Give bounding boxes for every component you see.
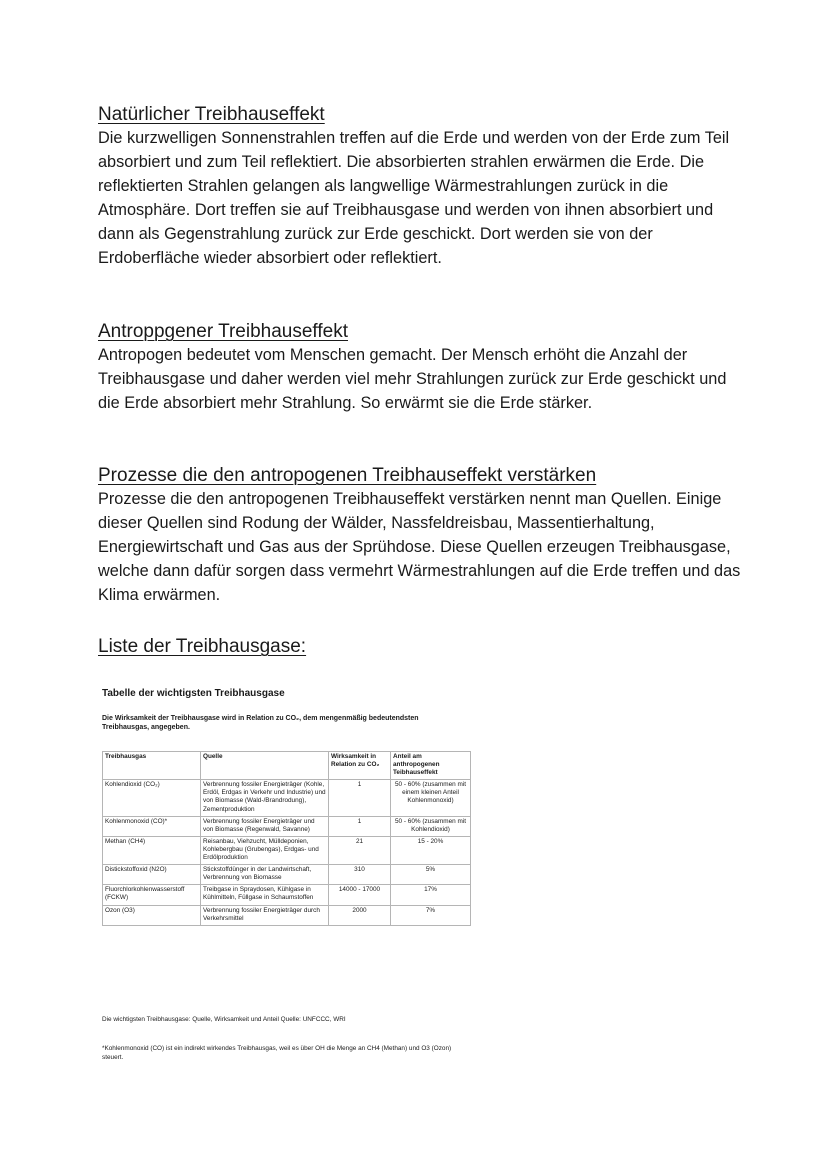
section-paragraph: Antropogen bedeutet vom Menschen gemacht. Der Mensch erhöht die Anzahl der Treibhausgase und daher werden viel mehr Strahlungen zurück zur Erde geschickt und die Erde absorbiert mehr Strahlung. So erwärmt sie die Erde stärker. <box>98 346 727 412</box>
section-amplifying-processes <box>98 464 748 607</box>
cell-effectiveness: 21 <box>329 836 391 864</box>
figure-footnote: *Kohlenmonoxid (CO) ist ein indirekt wirkendes Treibhausgas, weil es über OH die Menge an CH4 (Methan) und O3 (Ozon) steuert. <box>102 1045 452 1061</box>
column-header-effectiveness: Wirksamkeit in Relation zu CO₂ <box>329 752 391 780</box>
figure-title: Tabelle der wichtigsten Treibhausgase <box>102 688 285 699</box>
cell-share: 50 - 60% (zusammen mit Kohlendioxid) <box>391 816 471 836</box>
table-row <box>103 780 471 816</box>
section-natural-greenhouse-effect <box>98 103 738 270</box>
column-header-gas: Treibhausgas <box>103 752 201 780</box>
cell-source: Verbrennung fossiler Energieträger durch Verkehrsmittel <box>201 905 329 925</box>
cell-source: Stickstoffdünger in der Landwirtschaft, Verbrennung von Biomasse <box>201 865 329 885</box>
section-heading: Liste der Treibhausgase: <box>98 636 307 657</box>
section-greenhouse-gas-list <box>98 635 738 658</box>
cell-share: 17% <box>391 885 471 905</box>
column-header-share: Anteil am anthropogenen Teibhauseffekt <box>391 752 471 780</box>
table-header-row <box>103 752 471 780</box>
cell-source: Verbrennung fossiler Energieträger und von Biomasse (Regenwald, Savanne) <box>201 816 329 836</box>
greenhouse-gas-table <box>102 751 471 926</box>
table-row <box>103 816 471 836</box>
table-row <box>103 836 471 864</box>
section-anthropogenic-greenhouse-effect <box>98 320 738 415</box>
cell-effectiveness: 14000 - 17000 <box>329 885 391 905</box>
figure-caption: Die wichtigsten Treibhausgase: Quelle, Wirksamkeit und Anteil Quelle: UNFCCC, WRI <box>102 1016 346 1024</box>
cell-share: 7% <box>391 905 471 925</box>
section-heading: Prozesse die den antropogenen Treibhauseffekt verstärken <box>98 465 597 486</box>
cell-gas: Kohlendioxid (CO₂) <box>103 780 201 816</box>
cell-gas: Ozon (O3) <box>103 905 201 925</box>
cell-effectiveness: 2000 <box>329 905 391 925</box>
section-heading: Antroppgener Treibhauseffekt <box>98 321 348 342</box>
cell-source: Reisanbau, Viehzucht, Mülldeponien, Kohlebergbau (Grubengas), Erdgas- und Erdölproduktion <box>201 836 329 864</box>
cell-effectiveness: 310 <box>329 865 391 885</box>
section-paragraph: Die kurzwelligen Sonnenstrahlen treffen auf die Erde und werden von der Erde zum Teil absorbiert und zum Teil reflektiert. Die absorbierten strahlen erwärmen die Erde. Die reflektierten Strahlen gelangen als langwellige Wärmestrahlungen zurück in die Atmosphäre. Dort treffen sie auf Treibhausgase und werden von ihnen absorbiert und dann als Gegenstrahlung zurück zur Erde geschickt. Dort werden sie von der Erdoberfläche wieder absorbiert oder reflektiert. <box>98 129 730 267</box>
cell-share: 50 - 60% (zusammen mit einem kleinen Anteil Kohlenmonoxid) <box>391 780 471 816</box>
cell-gas: Fluorchlorkohlenwasserstoff (FCKW) <box>103 885 201 905</box>
column-header-source: Quelle <box>201 752 329 780</box>
table-row <box>103 885 471 905</box>
cell-gas: Kohlenmonoxid (CO)* <box>103 816 201 836</box>
cell-gas: Distickstoffoxid (N2O) <box>103 865 201 885</box>
cell-gas: Methan (CH4) <box>103 836 201 864</box>
cell-effectiveness: 1 <box>329 780 391 816</box>
cell-source: Treibgase in Spraydosen, Kühlgase in Kühlmitteln, Füllgase in Schaumstoffen <box>201 885 329 905</box>
greenhouse-gas-figure <box>102 688 482 1061</box>
table-row <box>103 905 471 925</box>
cell-source: Verbrennung fossiler Energieträger (Kohle, Erdöl, Erdgas in Verkehr und Industrie) und von Biomasse (Wald-/Brandrodung), Zementproduktion <box>201 780 329 816</box>
table-row <box>103 865 471 885</box>
cell-effectiveness: 1 <box>329 816 391 836</box>
section-paragraph: Prozesse die den antropogenen Treibhauseffekt verstärken nennt man Quellen. Einige dieser Quellen sind Rodung der Wälder, Nassfeldreisbau, Massentierhaltung, Energiewirtschaft und Gas aus der Sprühdose. Diese Quellen erzeugen Treibhausgase, welche dann dafür sorgen dass vermehrt Wärmestrahlungen auf die Erde treffen und das Klima erwärmen. <box>98 490 741 604</box>
cell-share: 15 - 20% <box>391 836 471 864</box>
section-heading: Natürlicher Treibhauseffekt <box>98 104 325 125</box>
figure-subtitle: Die Wirksamkeit der Treibhausgase wird in Relation zu CO₂, dem mengenmäßig bedeutendsten Treibhausgas, angegeben. <box>102 715 419 731</box>
cell-share: 5% <box>391 865 471 885</box>
